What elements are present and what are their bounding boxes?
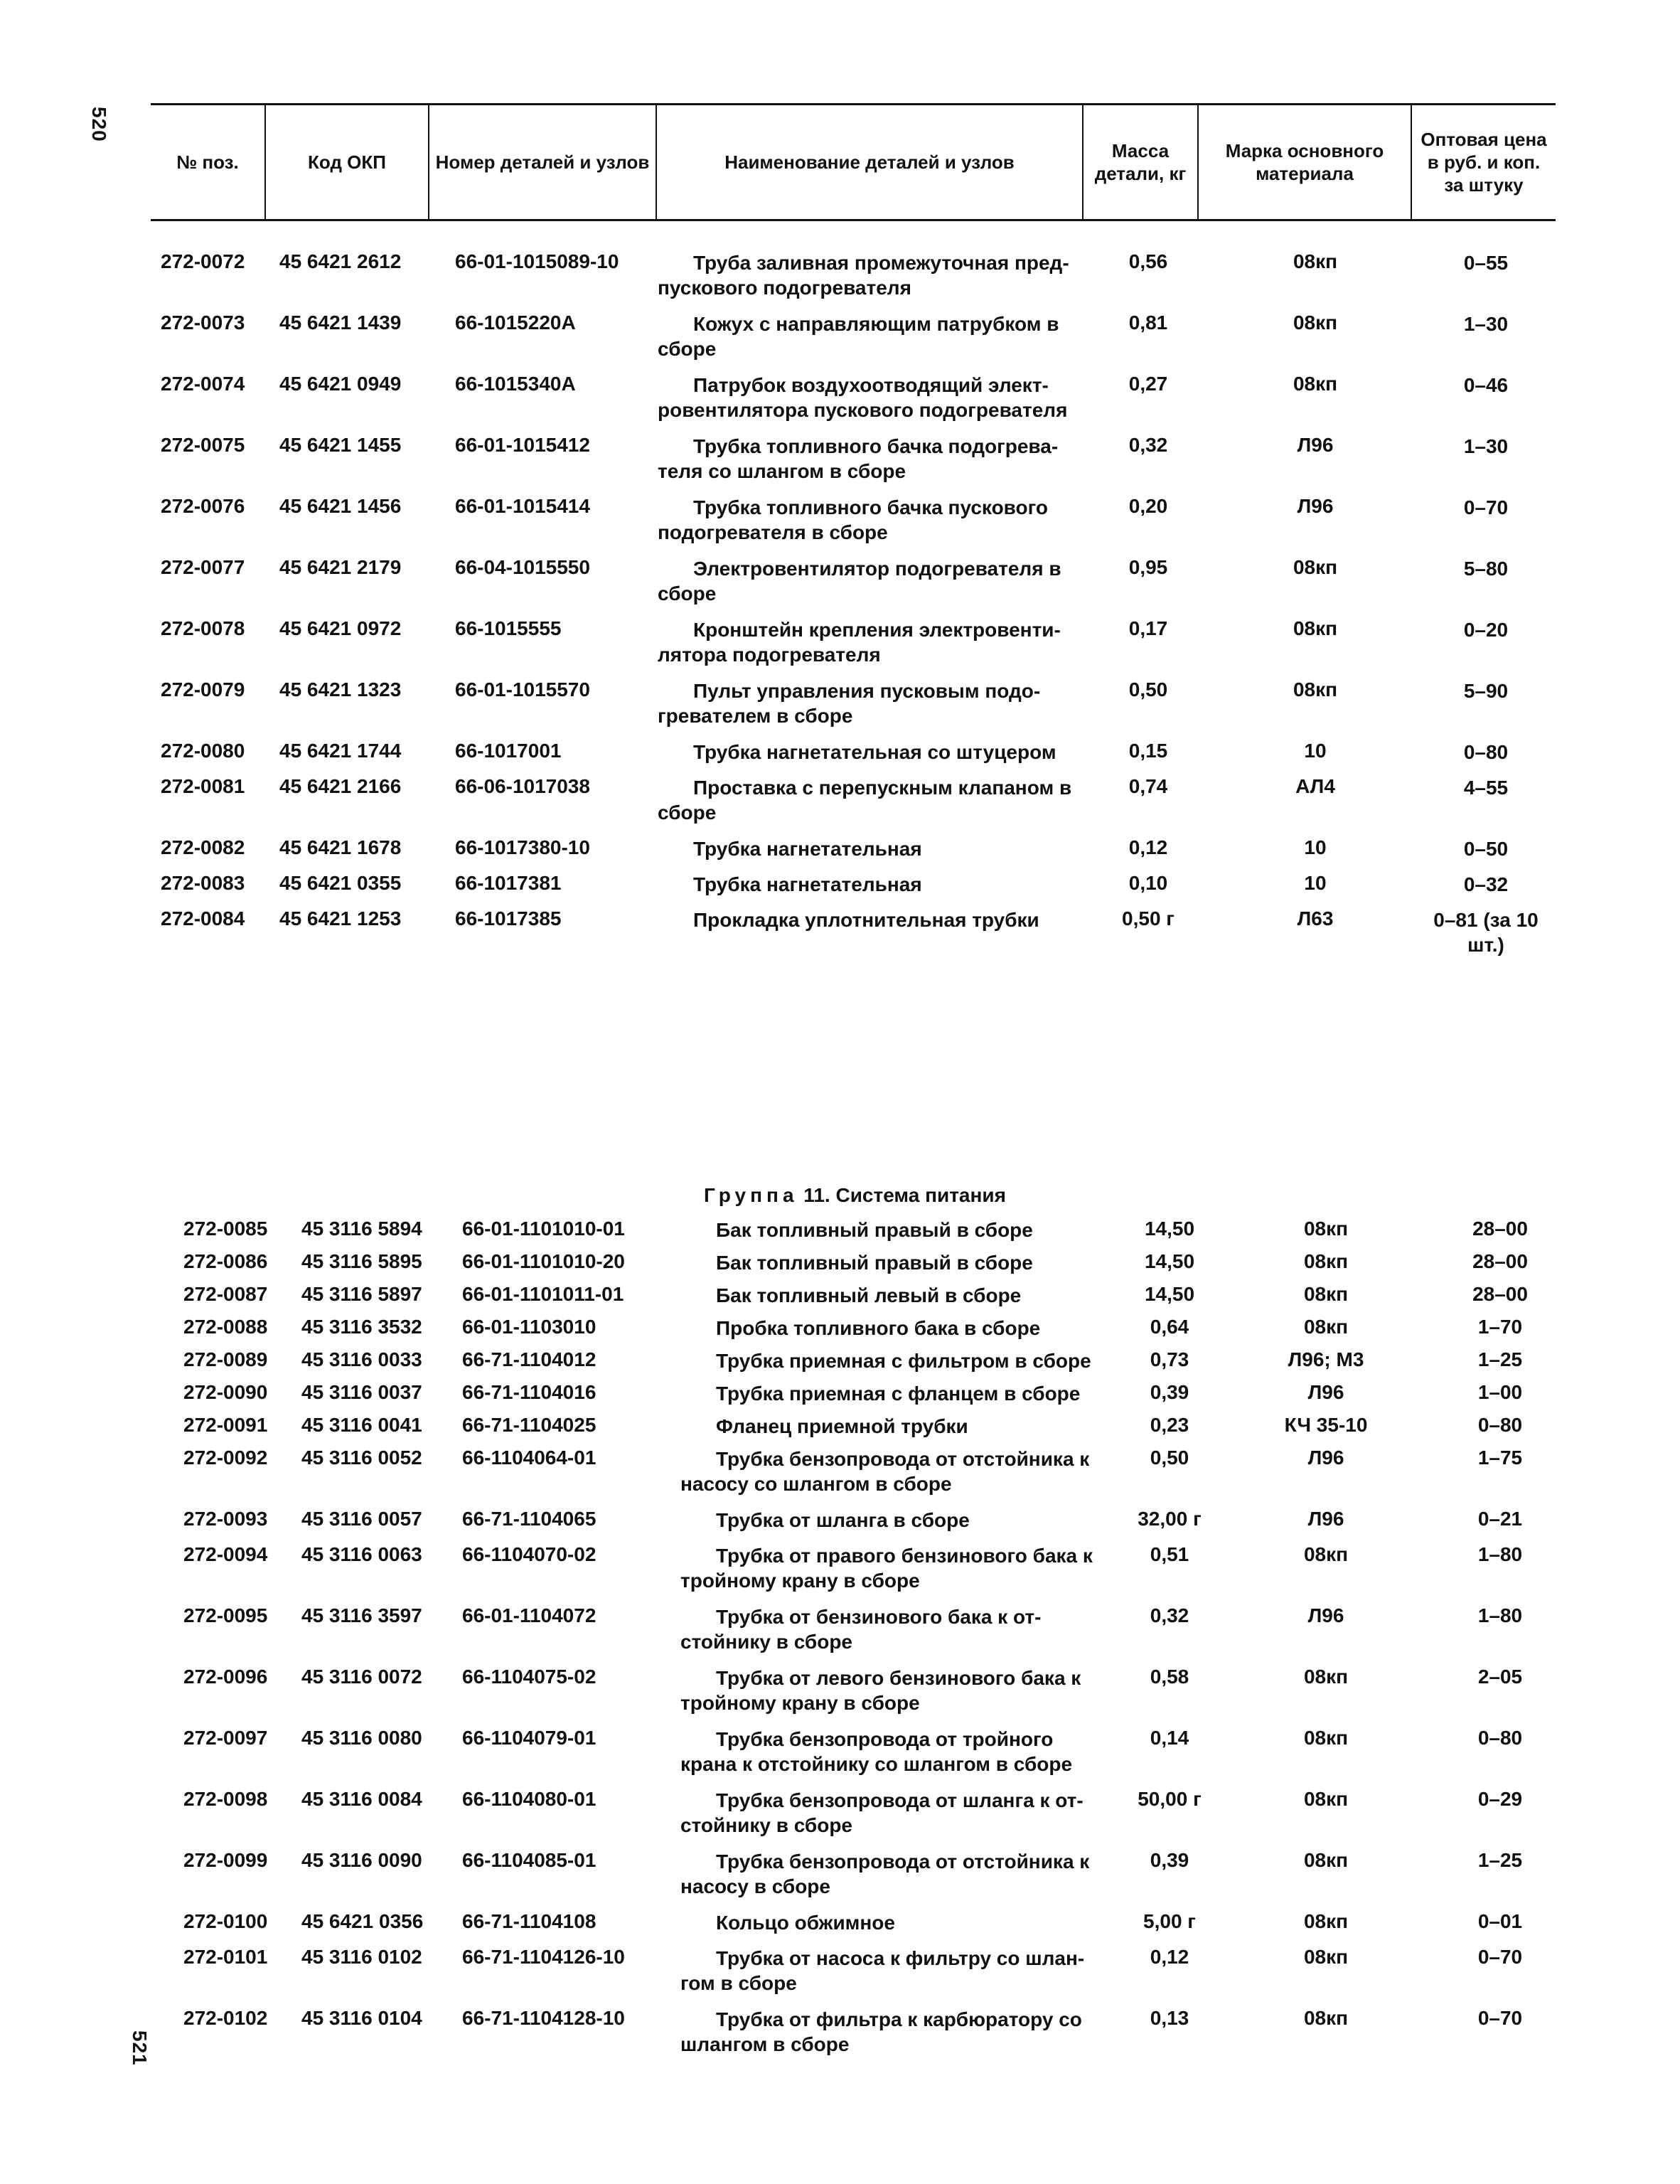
part-mass: 0,17	[1128, 617, 1168, 639]
part-name: Прокладка уплотнительная трубки	[693, 909, 1039, 931]
wholesale-price: 2–05	[1477, 1666, 1523, 1688]
part-name: Трубка бензопровода от отстойника к насосу со шлангом в сборе	[680, 1448, 1090, 1495]
table-row	[0, 1348, 1680, 1381]
wholesale-price: 0–80	[1463, 741, 1509, 763]
wholesale-price: 1–80	[1477, 1604, 1523, 1626]
part-name: Кронштейн крепления электровенти-лятора подогревателя	[658, 619, 1061, 666]
table-row	[0, 872, 1680, 907]
okp-code: 45 6421 0949	[279, 373, 402, 395]
position-number: 272-0083	[161, 872, 245, 894]
part-number: 66-71-1104012	[462, 1348, 596, 1370]
part-name: Пульт управления пусковым подо-гревателем в сборе	[658, 680, 1041, 727]
part-name: Трубка от шланга в сборе	[716, 1509, 970, 1531]
okp-code: 45 3116 0052	[301, 1447, 422, 1469]
position-number: 272-0091	[183, 1414, 268, 1436]
part-number: 66-1104080-01	[462, 1788, 596, 1810]
position-number: 272-0089	[183, 1348, 268, 1370]
part-mass: 0,39	[1150, 1849, 1189, 1871]
position-number: 272-0085	[183, 1218, 268, 1240]
material-grade: 08кп	[1303, 1849, 1349, 1871]
table-row	[0, 1604, 1680, 1666]
table-row	[0, 1414, 1680, 1447]
okp-code: 45 6421 1323	[279, 678, 402, 701]
part-name: Бак топливный правый в сборе	[716, 1252, 1033, 1274]
part-mass: 0,73	[1150, 1348, 1189, 1370]
okp-code: 45 6421 1455	[279, 434, 402, 456]
wholesale-price: 28–00	[1472, 1283, 1528, 1305]
part-number: 66-71-1104128-10	[462, 2007, 625, 2029]
part-mass: 0,56	[1128, 250, 1168, 272]
material-grade: 08кп	[1303, 1910, 1349, 1932]
okp-code: 45 6421 2166	[279, 775, 402, 797]
wholesale-price: 0–70	[1477, 2007, 1523, 2029]
part-name: Пробка топливного бака в сборе	[716, 1317, 1041, 1339]
okp-code: 45 3116 3597	[301, 1604, 422, 1626]
wholesale-price: 0–50	[1463, 838, 1509, 860]
part-name: Трубка бензопровода от тройного крана к отстойнику со шлангом в сборе	[680, 1728, 1073, 1775]
material-grade: 08кп	[1293, 556, 1338, 578]
wholesale-price: 1–25	[1477, 1849, 1523, 1871]
material-grade: 08кп	[1293, 617, 1338, 639]
material-grade: 08кп	[1303, 1218, 1349, 1240]
wholesale-price: 0–29	[1477, 1788, 1523, 1810]
okp-code: 45 6421 2612	[279, 250, 402, 272]
part-number: 66-1104075-02	[462, 1666, 596, 1688]
position-number: 272-0082	[161, 836, 245, 858]
page-number-bottom: 521	[129, 2030, 151, 2066]
position-number: 272-0075	[161, 434, 245, 456]
part-name: Трубка нагнетательная	[693, 838, 922, 860]
part-number: 66-1104070-02	[462, 1543, 596, 1565]
part-number: 66-01-1103010	[462, 1316, 596, 1338]
wholesale-price: 1–70	[1477, 1316, 1523, 1338]
okp-code: 45 6421 1456	[279, 495, 402, 517]
wholesale-price: 1–30	[1463, 435, 1509, 457]
part-mass: 0,58	[1150, 1666, 1189, 1688]
position-number: 272-0088	[183, 1316, 268, 1338]
position-number: 272-0072	[161, 250, 245, 272]
material-grade: КЧ 35-10	[1284, 1414, 1368, 1436]
wholesale-price: 0–20	[1463, 619, 1509, 641]
position-number: 272-0073	[161, 311, 245, 334]
position-number: 272-0077	[161, 556, 245, 578]
material-grade: 08кп	[1303, 1250, 1349, 1272]
part-name: Трубка приемная с фильтром в сборе	[716, 1350, 1091, 1372]
wholesale-price: 0–01	[1477, 1910, 1523, 1932]
material-grade: 10	[1304, 836, 1327, 858]
part-number: 66-1017380-10	[455, 836, 590, 858]
part-number: 66-1104079-01	[462, 1727, 596, 1749]
wholesale-price: 0–80	[1477, 1414, 1523, 1436]
wholesale-price: 0–32	[1463, 873, 1509, 895]
material-grade: 08кп	[1293, 311, 1338, 334]
okp-code: 45 3116 0063	[301, 1543, 422, 1565]
header-pos: № поз.	[176, 151, 239, 173]
table-row	[0, 1218, 1680, 1250]
table-row	[0, 1666, 1680, 1727]
position-number: 272-0100	[183, 1910, 268, 1932]
part-name: Патрубок воздухоотводящий элект-ровентилятора пускового подогревателя	[658, 374, 1068, 421]
table-row	[0, 1283, 1680, 1316]
position-number: 272-0074	[161, 373, 245, 395]
part-name: Трубка от насоса к фильтру со шлан-гом в сборе	[680, 1947, 1085, 1994]
okp-code: 45 3116 0104	[301, 2007, 422, 2029]
okp-code: 45 3116 0080	[301, 1727, 422, 1749]
part-name: Кожух с направляющим патрубком в сборе	[658, 313, 1059, 360]
part-number: 66-1015340А	[455, 373, 576, 395]
part-number: 66-1104064-01	[462, 1447, 596, 1469]
okp-code: 45 3116 0033	[301, 1348, 422, 1370]
material-grade: 08кп	[1293, 678, 1338, 701]
okp-code: 45 3116 0090	[301, 1849, 422, 1871]
table-row	[0, 1946, 1680, 2007]
table-row	[0, 1910, 1680, 1946]
part-number: 66-01-1015414	[455, 495, 590, 517]
material-grade: 08кп	[1303, 2007, 1349, 2029]
table-row	[0, 1543, 1680, 1604]
table-row	[0, 678, 1680, 740]
wholesale-price: 5–90	[1463, 680, 1509, 702]
wholesale-price: 1–00	[1477, 1381, 1523, 1403]
table-row	[0, 2007, 1680, 2068]
part-mass: 0,50 г	[1122, 907, 1175, 929]
wholesale-price: 0–80	[1477, 1727, 1523, 1749]
parts-table-section-2	[0, 1218, 1680, 2068]
part-mass: 14,50	[1144, 1283, 1195, 1305]
table-row	[0, 311, 1680, 373]
part-number: 66-01-1101010-20	[462, 1250, 625, 1272]
part-number: 66-01-1015570	[455, 678, 590, 701]
part-mass: 0,50	[1150, 1447, 1189, 1469]
group-number: 11.	[803, 1184, 830, 1206]
position-number: 272-0096	[183, 1666, 268, 1688]
position-number: 272-0081	[161, 775, 245, 797]
position-number: 272-0087	[183, 1283, 268, 1305]
part-mass: 14,50	[1144, 1250, 1195, 1272]
okp-code: 45 6421 0355	[279, 872, 402, 894]
part-mass: 0,39	[1150, 1381, 1189, 1403]
part-number: 66-01-1015089-10	[455, 250, 619, 272]
okp-code: 45 3116 0072	[301, 1666, 422, 1688]
material-grade: 10	[1304, 872, 1327, 894]
wholesale-price: 1–30	[1463, 313, 1509, 335]
okp-code: 45 6421 0972	[279, 617, 402, 639]
part-name: Проставка с перепускным клапаном в сборе	[658, 777, 1072, 824]
table-row	[0, 1316, 1680, 1348]
wholesale-price: 1–75	[1477, 1447, 1523, 1469]
material-grade: 10	[1304, 740, 1327, 762]
part-mass: 5,00 г	[1143, 1910, 1196, 1932]
okp-code: 45 3116 5894	[301, 1218, 422, 1240]
okp-code: 45 6421 1439	[279, 311, 402, 334]
part-number: 66-1017381	[455, 872, 562, 894]
position-number: 272-0094	[183, 1543, 268, 1565]
material-grade: 08кп	[1303, 1946, 1349, 1968]
part-number: 66-1104085-01	[462, 1849, 596, 1871]
material-grade: 08кп	[1303, 1283, 1349, 1305]
wholesale-price: 1–25	[1477, 1348, 1523, 1370]
material-grade: 08кп	[1293, 250, 1338, 272]
table-header	[151, 103, 1556, 221]
part-mass: 0,12	[1128, 836, 1168, 858]
part-mass: 0,12	[1150, 1946, 1189, 1968]
position-number: 272-0090	[183, 1381, 268, 1403]
wholesale-price: 0–81 (за 10 шт.)	[1433, 909, 1539, 956]
group-title	[704, 1184, 1006, 1207]
table-row	[0, 434, 1680, 495]
part-name: Электровентилятор подогревателя в сборе	[658, 558, 1061, 604]
position-number: 272-0093	[183, 1508, 268, 1530]
part-number: 66-01-1101010-01	[462, 1218, 625, 1240]
part-name: Бак топливный правый в сборе	[716, 1219, 1033, 1241]
table-row	[0, 740, 1680, 775]
okp-code: 45 6421 1678	[279, 836, 402, 858]
position-number: 272-0079	[161, 678, 245, 701]
table-row	[0, 1250, 1680, 1283]
position-number: 272-0080	[161, 740, 245, 762]
okp-code: 45 3116 5895	[301, 1250, 422, 1272]
position-number: 272-0102	[183, 2007, 268, 2029]
table-row	[0, 1788, 1680, 1849]
table-row	[0, 373, 1680, 434]
header-material: Марка основного материала	[1197, 105, 1411, 219]
part-name: Кольцо обжимное	[716, 1912, 895, 1934]
part-mass: 0,13	[1150, 2007, 1189, 2029]
part-mass: 0,32	[1128, 434, 1168, 456]
position-number: 272-0098	[183, 1788, 268, 1810]
table-row	[0, 617, 1680, 678]
material-grade: Л96; М3	[1288, 1348, 1364, 1370]
position-number: 272-0086	[183, 1250, 268, 1272]
part-mass: 50,00 г	[1138, 1788, 1202, 1810]
part-name: Трубка нагнетательная со штуцером	[693, 741, 1056, 763]
part-name: Трубка от левого бензинового бака к тройному крану в сборе	[680, 1667, 1081, 1714]
material-grade: Л96	[1297, 495, 1334, 517]
part-name: Трубка нагнетательная	[693, 873, 922, 895]
wholesale-price: 0–70	[1477, 1946, 1523, 1968]
part-number: 66-04-1015550	[455, 556, 590, 578]
table-row	[0, 907, 1680, 964]
okp-code: 45 6421 0356	[301, 1910, 424, 1932]
table-row	[0, 1727, 1680, 1788]
material-grade: Л96	[1307, 1447, 1344, 1469]
part-name: Труба заливная промежуточная пред-пускового подогревателя	[658, 252, 1069, 299]
group-label: Группа	[704, 1184, 798, 1206]
table-row	[0, 556, 1680, 617]
part-number: 66-71-1104025	[462, 1414, 596, 1436]
position-number: 272-0097	[183, 1727, 268, 1749]
material-grade: Л96	[1297, 434, 1334, 456]
table-row	[0, 1849, 1680, 1910]
okp-code: 45 3116 0084	[301, 1788, 422, 1810]
part-name: Трубка от фильтра к карбюратору со шлангом в сборе	[680, 2008, 1082, 2055]
wholesale-price: 1–80	[1477, 1543, 1523, 1565]
part-number: 66-71-1104108	[462, 1910, 596, 1932]
table-row	[0, 250, 1680, 311]
material-grade: АЛ4	[1295, 775, 1335, 797]
part-number: 66-1015220А	[455, 311, 576, 334]
material-grade: 08кп	[1303, 1666, 1349, 1688]
part-number: 66-71-1104016	[462, 1381, 596, 1403]
part-number: 66-71-1104065	[462, 1508, 596, 1530]
table-row	[0, 836, 1680, 872]
wholesale-price: 0–55	[1463, 252, 1509, 274]
part-number: 66-01-1101011-01	[462, 1283, 624, 1305]
wholesale-price: 0–70	[1463, 496, 1509, 518]
part-name: Трубка приемная с фланцем в сборе	[716, 1383, 1081, 1405]
header-price: Оптовая цена в руб. и коп. за штуку	[1411, 105, 1556, 219]
part-mass: 0,15	[1128, 740, 1168, 762]
part-number: 66-71-1104126-10	[462, 1946, 625, 1968]
part-mass: 14,50	[1144, 1218, 1195, 1240]
part-name: Трубка топливного бачка подогрева-теля со шлангом в сборе	[658, 435, 1059, 482]
part-mass: 0,32	[1150, 1604, 1189, 1626]
part-name: Бак топливный левый в сборе	[716, 1284, 1022, 1306]
table-row	[0, 495, 1680, 556]
okp-code: 45 3116 3532	[301, 1316, 422, 1338]
header-name: Наименование деталей и узлов	[656, 105, 1082, 219]
part-name: Трубка от правого бензинового бака к тройному крану в сборе	[680, 1545, 1093, 1592]
wholesale-price: 4–55	[1463, 777, 1509, 799]
group-name: Система питания	[835, 1184, 1006, 1206]
part-number: 66-1017001	[455, 740, 562, 762]
page-number-top: 520	[88, 107, 110, 142]
part-mass: 0,95	[1128, 556, 1168, 578]
part-number: 66-01-1015412	[455, 434, 590, 456]
okp-code: 45 6421 2179	[279, 556, 402, 578]
table-row	[0, 1381, 1680, 1414]
okp-code: 45 3116 0041	[301, 1414, 422, 1436]
part-name: Трубка бензопровода от шланга к от-стойнику в сборе	[680, 1789, 1084, 1836]
header-number: Номер деталей и узлов	[428, 105, 656, 219]
position-number: 272-0092	[183, 1447, 268, 1469]
part-number: 66-1017385	[455, 907, 562, 929]
part-number: 66-06-1017038	[455, 775, 590, 797]
table-row	[0, 1447, 1680, 1508]
part-name: Трубка топливного бачка пускового подогревателя в сборе	[658, 496, 1049, 543]
material-grade: 08кп	[1293, 373, 1338, 395]
table-row	[0, 775, 1680, 836]
material-grade: Л96	[1307, 1604, 1344, 1626]
material-grade: Л96	[1307, 1508, 1344, 1530]
part-name: Фланец приемной трубки	[716, 1415, 968, 1437]
part-mass: 0,20	[1128, 495, 1168, 517]
material-grade: 08кп	[1303, 1727, 1349, 1749]
okp-code: 45 3116 0037	[301, 1381, 422, 1403]
part-mass: 0,14	[1150, 1727, 1189, 1749]
part-mass: 0,64	[1150, 1316, 1189, 1338]
part-mass: 32,00 г	[1138, 1508, 1202, 1530]
part-number: 66-1015555	[455, 617, 562, 639]
position-number: 272-0101	[183, 1946, 268, 1968]
okp-code: 45 3116 0102	[301, 1946, 422, 1968]
material-grade: 08кп	[1303, 1788, 1349, 1810]
position-number: 272-0095	[183, 1604, 268, 1626]
position-number: 272-0076	[161, 495, 245, 517]
wholesale-price: 28–00	[1472, 1218, 1528, 1240]
part-mass: 0,23	[1150, 1414, 1189, 1436]
header-okp: Код ОКП	[264, 105, 428, 219]
okp-code: 45 6421 1253	[279, 907, 402, 929]
position-number: 272-0084	[161, 907, 245, 929]
part-mass: 0,51	[1150, 1543, 1189, 1565]
okp-code: 45 3116 0057	[301, 1508, 422, 1530]
wholesale-price: 5–80	[1463, 558, 1509, 580]
parts-table-section-1	[0, 250, 1680, 964]
part-mass: 0,74	[1128, 775, 1168, 797]
wholesale-price: 0–21	[1477, 1508, 1523, 1530]
okp-code: 45 3116 5897	[301, 1283, 422, 1305]
material-grade: 08кп	[1303, 1543, 1349, 1565]
wholesale-price: 28–00	[1472, 1250, 1528, 1272]
part-number: 66-01-1104072	[462, 1604, 596, 1626]
header-mass: Масса детали, кг	[1082, 105, 1197, 219]
part-mass: 0,10	[1128, 872, 1168, 894]
position-number: 272-0078	[161, 617, 245, 639]
part-name: Трубка от бензинового бака к от-стойнику в сборе	[680, 1606, 1042, 1653]
part-name: Трубка бензопровода от отстойника к насосу в сборе	[680, 1850, 1090, 1897]
wholesale-price: 0–46	[1463, 374, 1509, 396]
table-row	[0, 1508, 1680, 1543]
material-grade: 08кп	[1303, 1316, 1349, 1338]
part-mass: 0,27	[1128, 373, 1168, 395]
material-grade: Л96	[1307, 1381, 1344, 1403]
position-number: 272-0099	[183, 1849, 268, 1871]
material-grade: Л63	[1297, 907, 1334, 929]
part-mass: 0,81	[1128, 311, 1168, 334]
okp-code: 45 6421 1744	[279, 740, 402, 762]
part-mass: 0,50	[1128, 678, 1168, 701]
